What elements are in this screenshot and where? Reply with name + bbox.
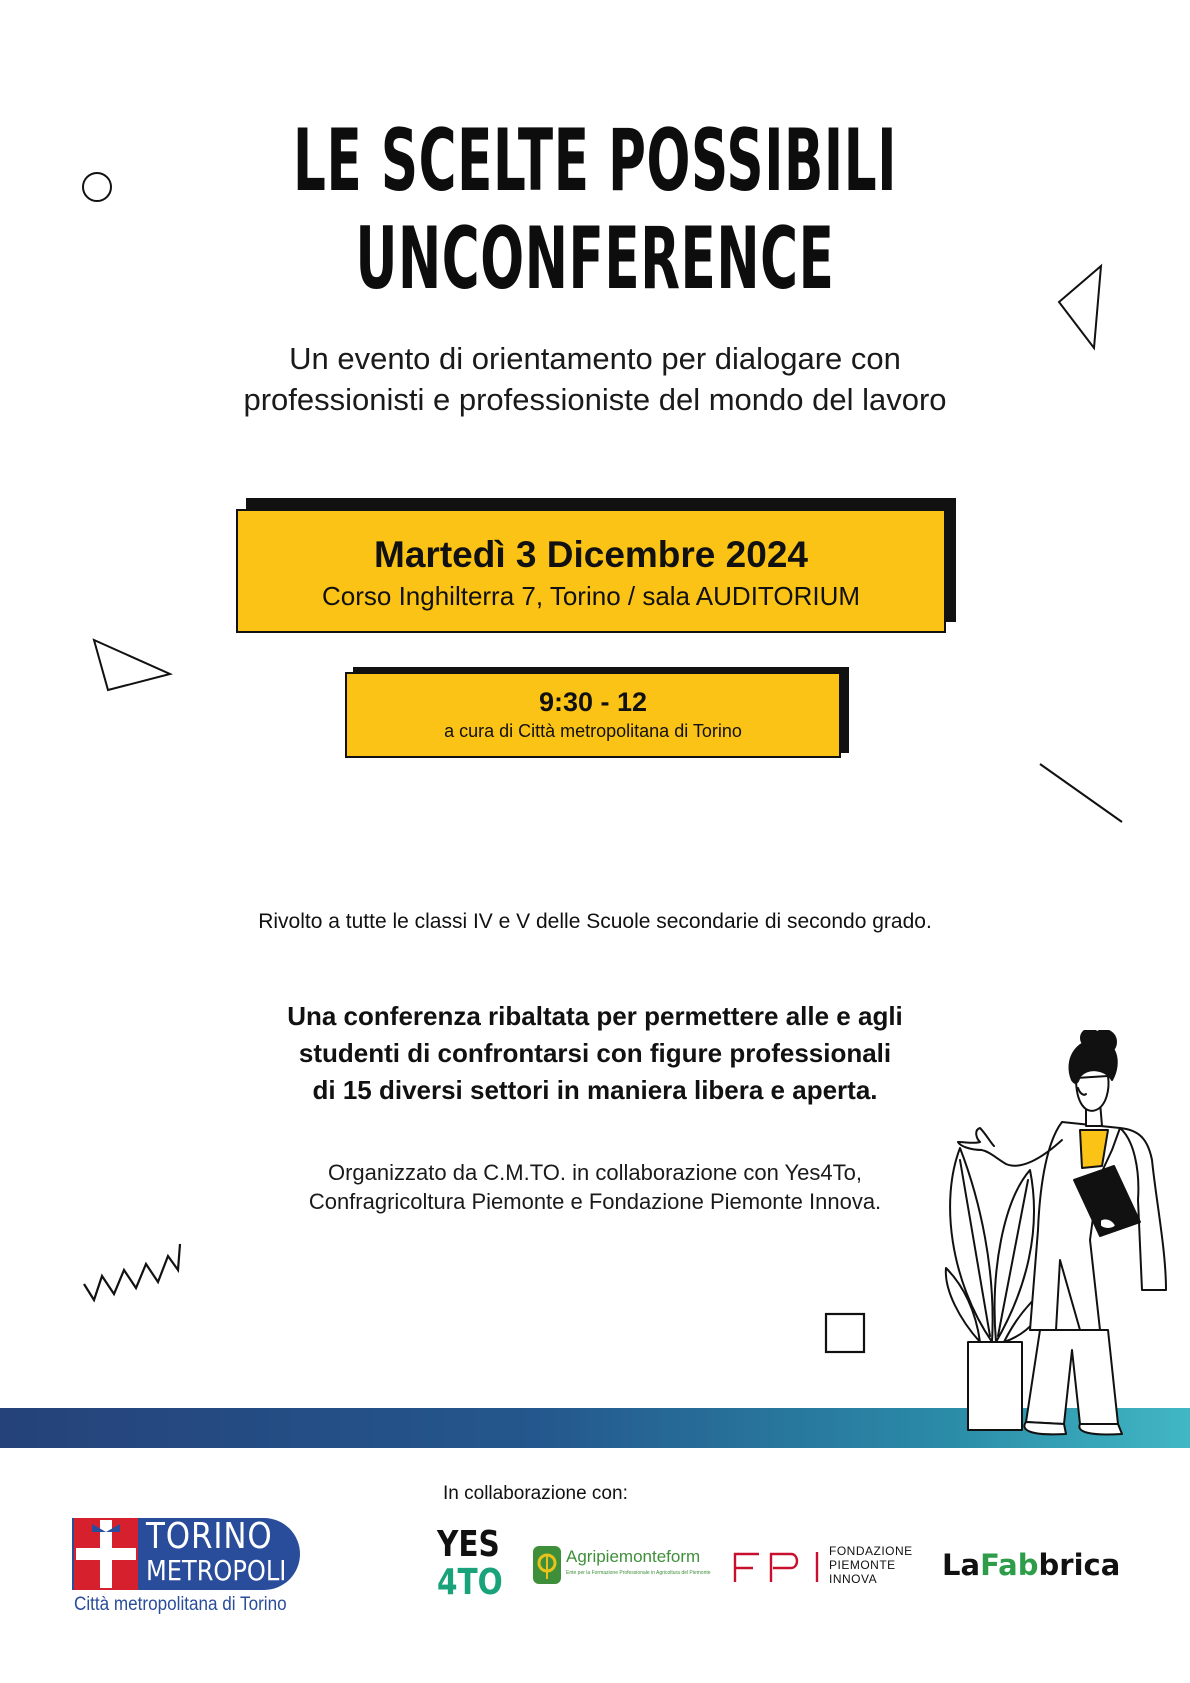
title-line-2: UNCONFERENCE — [355, 209, 835, 309]
wheat-icon — [532, 1545, 562, 1585]
title-line-1: LE SCELTE POSSIBILI — [292, 111, 898, 211]
square-icon — [823, 1311, 867, 1355]
yes4to-logo-line-2: 4TO — [437, 1562, 503, 1603]
torino-logo-line-2: METROPOLI — [146, 1554, 287, 1587]
fpi-line-3: INNOVA — [829, 1572, 878, 1586]
collaboration-label: In collaborazione con: — [443, 1483, 628, 1504]
audience-text: Rivolto a tutte le classi IV e V delle Scuole secondarie di secondo grado. — [258, 910, 932, 933]
fpi-logo — [733, 1544, 923, 1594]
circle-icon — [80, 170, 114, 204]
lafabbrica-part-1: La — [942, 1548, 981, 1582]
torino-shield-icon — [74, 1518, 138, 1590]
fpi-mark-icon — [733, 1550, 825, 1584]
event-curator: a cura di Città metropolitana di Torino — [444, 721, 742, 741]
fpi-line-2: PIEMONTE — [829, 1558, 896, 1572]
lafabbrica-part-2: Fab — [980, 1548, 1039, 1582]
yes4to-logo — [437, 1526, 507, 1606]
highlight-line-3: di 15 diversi settori in maniera libera e aperta. — [312, 1075, 878, 1105]
subtitle — [0, 338, 1190, 420]
lafabbrica-part-3: brica — [1038, 1548, 1121, 1582]
event-place: Corso Inghilterra 7, Torino / sala AUDITORIUM — [321, 581, 860, 611]
agripiemonteform-tagline: Ente per la Formazione Professionale in Agricoltura del Piemonte — [566, 1570, 711, 1576]
woman-with-plant-illustration — [930, 1030, 1170, 1440]
agripiemonteform-logo — [532, 1545, 712, 1589]
date-box — [236, 509, 946, 633]
subtitle-line-2: professionisti e professioniste del mondo del lavoro — [243, 382, 947, 417]
triangle-icon — [90, 636, 174, 694]
organizers-line-1: Organizzato da C.M.TO. in collaborazione con Yes4To, — [327, 1160, 862, 1185]
line-icon — [1036, 760, 1126, 826]
time-box — [345, 672, 841, 758]
lafabbrica-logo — [942, 1548, 1120, 1588]
highlight-line-2: studenti di confrontarsi con figure professionali — [298, 1038, 892, 1068]
page-title — [238, 112, 952, 308]
zigzag-icon — [80, 1240, 184, 1304]
event-date: Martedì 3 Dicembre 2024 — [374, 534, 808, 575]
torino-logo-caption: Città metropolitana di Torino — [74, 1594, 287, 1615]
fpi-line-1: FONDAZIONE — [829, 1544, 913, 1558]
yes4to-logo-line-1: YES — [437, 1524, 500, 1565]
torino-logo-line-1: TORINO — [146, 1516, 273, 1557]
torino-metropoli-logo — [72, 1518, 312, 1618]
event-time: 9:30 - 12 — [538, 687, 648, 717]
highlight-line-1: Una conferenza ribaltata per permettere alle e agli — [287, 1001, 903, 1031]
agripiemonteform-name: Agripiemonteform — [566, 1547, 701, 1566]
subtitle-line-1: Un evento di orientamento per dialogare con — [289, 341, 901, 376]
organizers-line-2: Confragricoltura Piemonte e Fondazione Piemonte Innova. — [308, 1189, 882, 1214]
